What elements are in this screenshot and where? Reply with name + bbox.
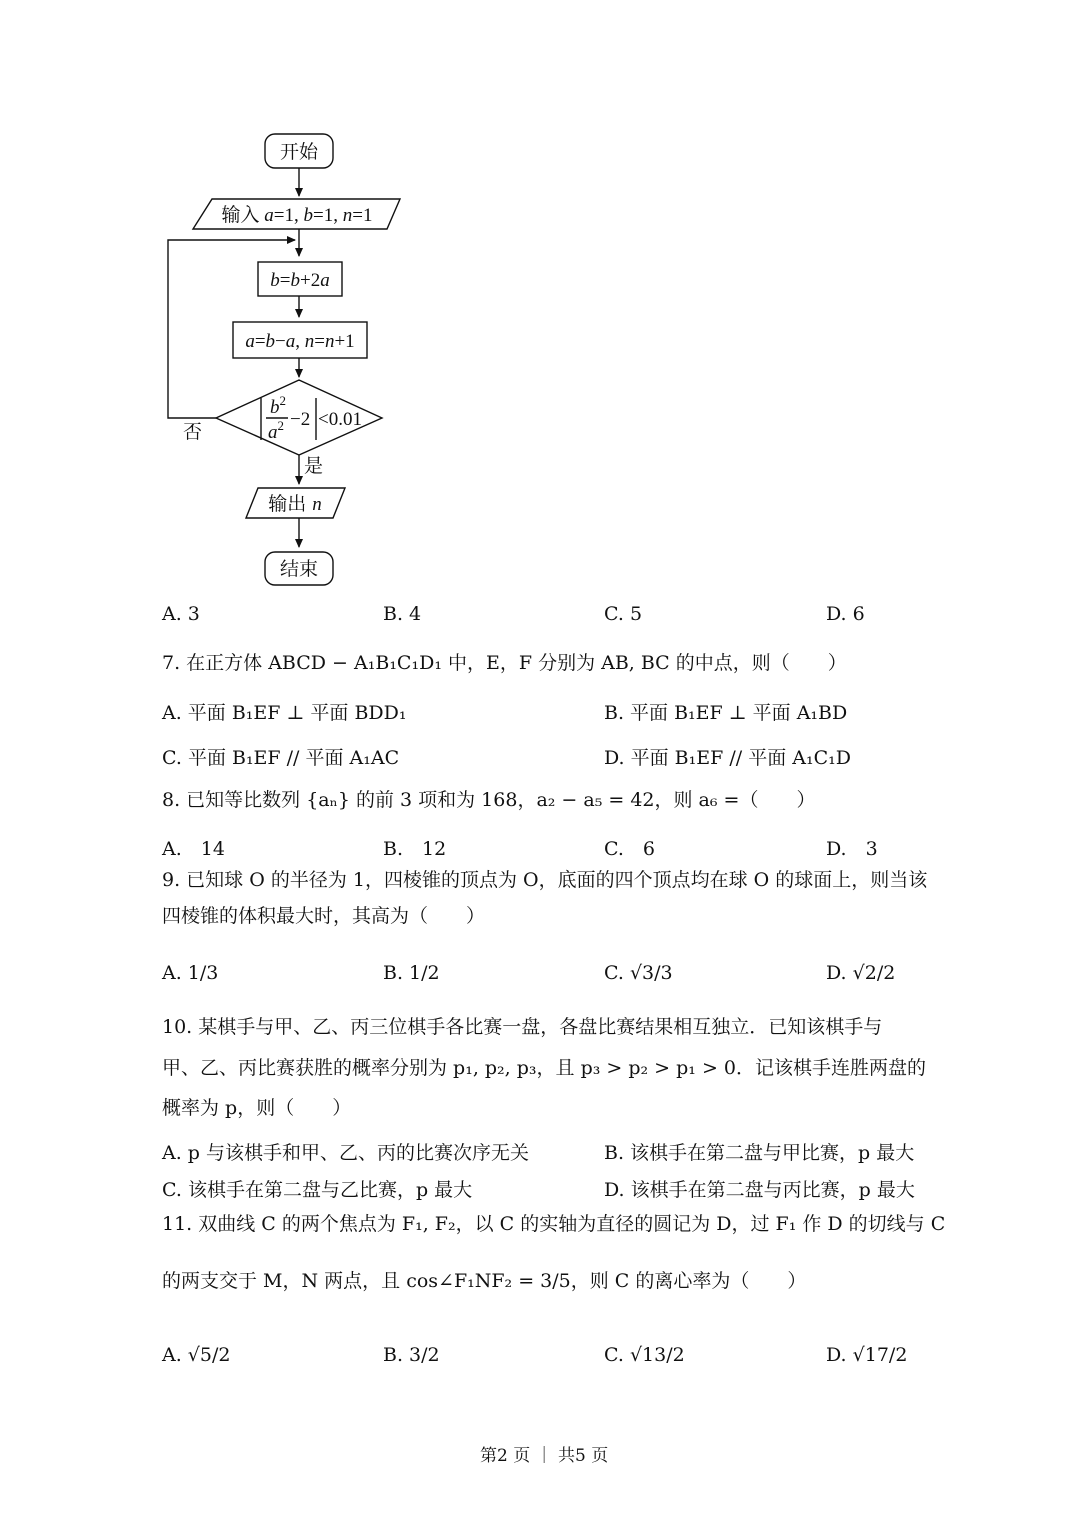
- q9-stem-line1: 9. 已知球 O 的半径为 1，四棱锥的顶点为 O，底面的四个顶点均在球 O 的球面上，则当该: [162, 869, 928, 891]
- q11-stem-line1: 11. 双曲线 C 的两个焦点为 F₁, F₂，以 C 的实轴为直径的圆记为 D，过 F₁ 作 D 的切线与 C: [162, 1213, 946, 1235]
- output-label: 输出 n: [268, 493, 322, 515]
- q6-option-c[interactable]: C. 5: [604, 603, 643, 625]
- q11-option-c[interactable]: C. √13/2: [604, 1344, 685, 1366]
- condition-bound: <0.01: [318, 409, 362, 430]
- q9-option-b[interactable]: B. 1/2: [383, 962, 440, 984]
- q10-option-c[interactable]: C. 该棋手在第二盘与乙比赛，p 最大: [162, 1179, 473, 1201]
- q9-option-c[interactable]: C. √3/3: [604, 962, 673, 984]
- end-label: 结束: [279, 559, 319, 580]
- q10-stem-line2: 甲、乙、丙比赛获胜的概率分别为 p₁, p₂, p₃，且 p₃ > p₂ > p₁ > 0．记该棋手连胜两盘的: [162, 1057, 927, 1079]
- q11-stem-line2: 的两支交于 M，N 两点，且 cos∠F₁NF₂ = 3/5，则 C 的离心率为（ ）: [162, 1270, 807, 1292]
- q11-option-d[interactable]: D. √17/2: [826, 1344, 908, 1366]
- q9-option-d[interactable]: D. √2/2: [826, 962, 896, 984]
- condition-rest: −2: [290, 409, 311, 430]
- q7-option-b[interactable]: B. 平面 B₁EF ⊥ 平面 A₁BD: [604, 702, 848, 724]
- q11-option-a[interactable]: A. √5/2: [162, 1344, 231, 1366]
- no-label: 否: [183, 422, 203, 443]
- flowchart: [0, 0, 1080, 600]
- input-label: 输入 a=1, b=1, n=1: [221, 204, 373, 226]
- q10-option-d[interactable]: D. 该棋手在第二盘与丙比赛，p 最大: [604, 1179, 915, 1201]
- q6-option-b[interactable]: B. 4: [383, 603, 422, 625]
- q10-stem-line3: 概率为 p，则（ ）: [162, 1097, 352, 1119]
- q7-option-c[interactable]: C. 平面 B₁EF // 平面 A₁AC: [162, 747, 400, 769]
- q8-option-b[interactable]: B. 12: [383, 838, 447, 860]
- page-footer: 第2 页 ｜ 共5 页: [480, 1446, 609, 1466]
- q9-option-a[interactable]: A. 1/3: [162, 962, 219, 984]
- q7-option-a[interactable]: A. 平面 B₁EF ⊥ 平面 BDD₁: [162, 702, 407, 724]
- q11-option-b[interactable]: B. 3/2: [383, 1344, 440, 1366]
- q10-option-a[interactable]: A. p 与该棋手和甲、乙、丙的比赛次序无关: [162, 1142, 530, 1164]
- yes-label: 是: [304, 456, 324, 477]
- step1-label: b=b+2a: [270, 270, 330, 291]
- q6-option-d[interactable]: D. 6: [826, 603, 865, 625]
- q9-stem-line2: 四棱锥的体积最大时，其高为（ ）: [162, 905, 486, 927]
- q8-option-a[interactable]: A. 14: [162, 838, 225, 860]
- q10-stem-line1: 10. 某棋手与甲、乙、丙三位棋手各比赛一盘，各盘比赛结果相互独立．已知该棋手与: [162, 1016, 883, 1038]
- q8-option-d[interactable]: D. 3: [826, 838, 878, 860]
- q10-option-b[interactable]: B. 该棋手在第二盘与甲比赛，p 最大: [604, 1142, 915, 1164]
- q6-option-a[interactable]: A. 3: [162, 603, 200, 625]
- q8-option-c[interactable]: C. 6: [604, 838, 655, 860]
- step2-label: a=b−a, n=n+1: [245, 331, 355, 352]
- q7-option-d[interactable]: D. 平面 B₁EF // 平面 A₁C₁D: [604, 747, 851, 769]
- condition-numerator: $b^2$: [270, 393, 286, 418]
- condition-denominator: $a^2$: [268, 418, 284, 443]
- start-label: 开始: [279, 142, 319, 163]
- q8-stem: 8. 已知等比数列 {aₙ} 的前 3 项和为 168，a₂ − a₅ = 42，则 a₆ =（ ）: [162, 789, 816, 811]
- q7-stem: 7. 在正方体 ABCD − A₁B₁C₁D₁ 中，E，F 分别为 AB, BC 的中点，则（ ）: [162, 652, 847, 674]
